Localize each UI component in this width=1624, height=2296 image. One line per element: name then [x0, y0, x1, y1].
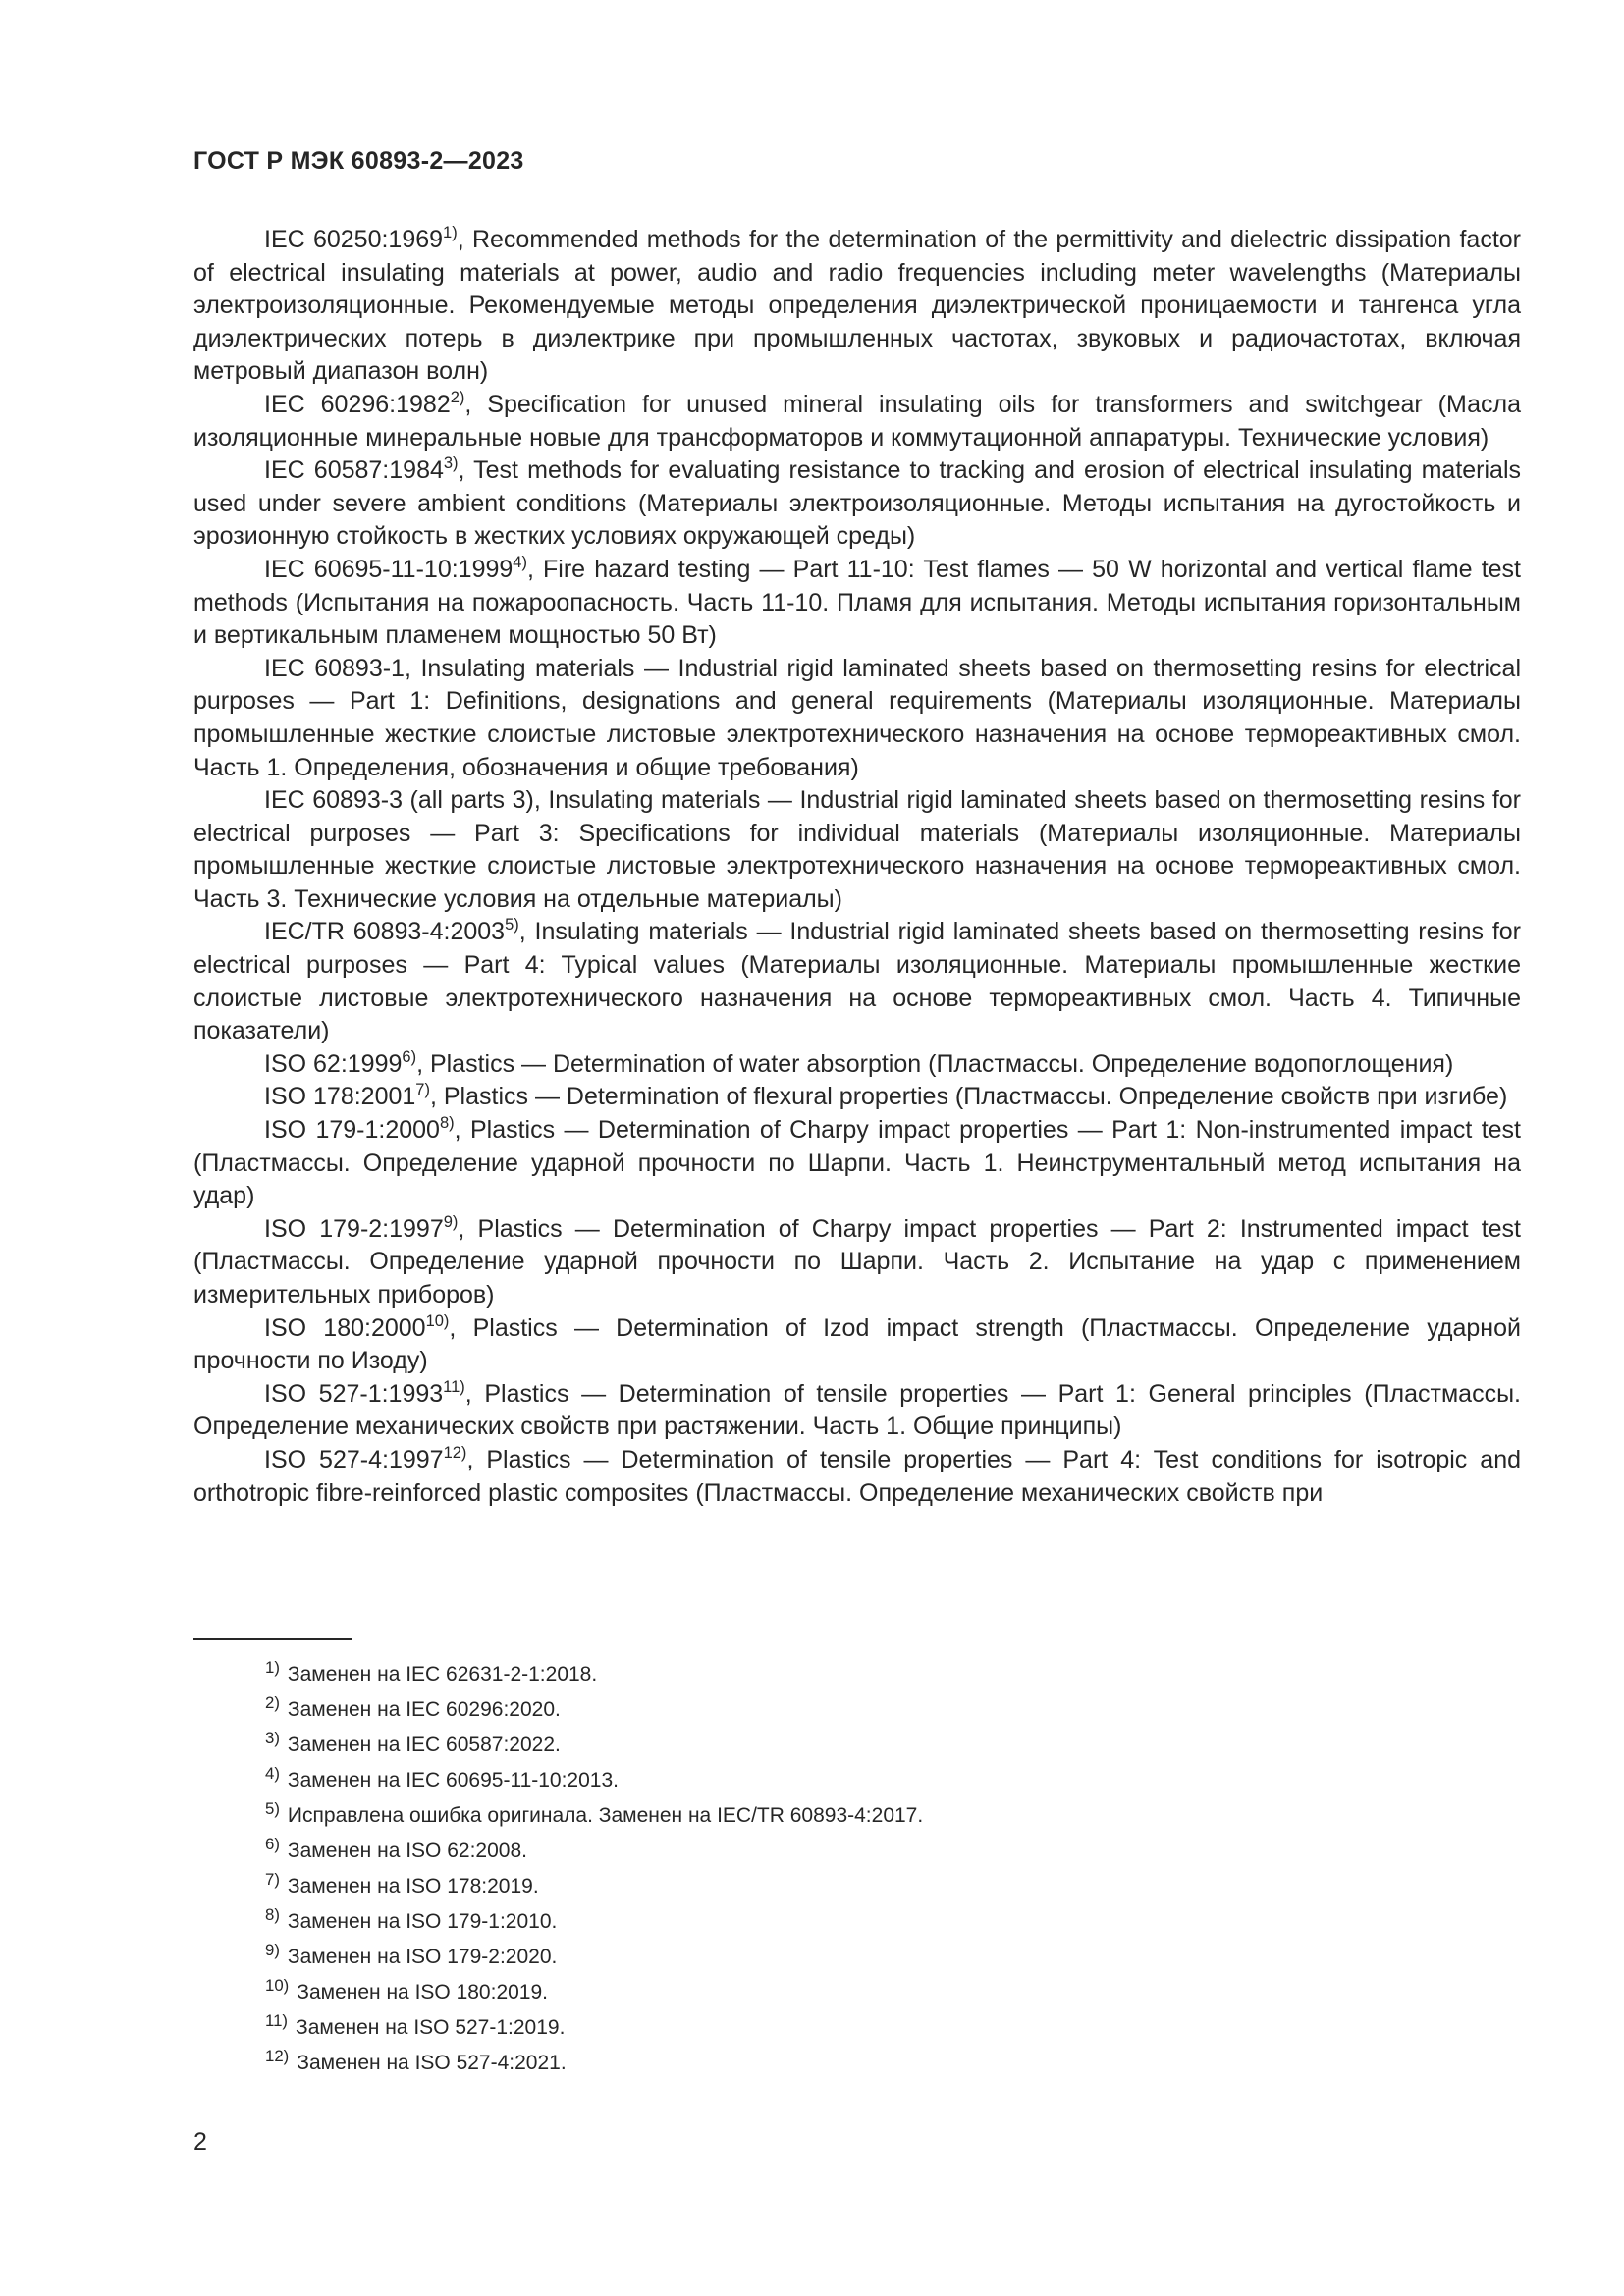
reference-text: , Plastics — Determination of Charpy impact properties — Part 2: Instrumented impact test (Пластмассы. Определение ударной прочности по Шарпи. Часть 2. Испытание на удар с применением измерительных приборов): [193, 1214, 1521, 1308]
footnote-marker: 10): [425, 1311, 450, 1330]
reference-text: , Plastics — Determination of tensile properties — Part 1: General principles (Пластмассы. Определение механических свойств при растяжении. Часть 1. Общие принципы): [193, 1379, 1521, 1441]
footnote-text: Заменен на IEC 60296:2020.: [287, 1698, 561, 1721]
footnote-marker: 12): [443, 1444, 467, 1463]
footnote: [265, 1763, 923, 1798]
footnote-number: 4): [265, 1764, 280, 1784]
footnote-text: Заменен на IEC 60695-11-10:2013.: [287, 1769, 619, 1791]
reference-code: IEC 60587:1984: [264, 456, 444, 485]
footnote-marker: 5): [505, 916, 519, 934]
reference-text: , Test methods for evaluating resistance to tracking and erosion of electrical insulating materials used under severe ambient conditions (Материалы электроизоляционные. Методы испытания на дугостойкость и эрозионную стойкость в жестких условиях окружающей среды): [193, 456, 1522, 551]
footnote-text: Заменен на ISO 179-1:2010.: [287, 1910, 558, 1933]
footnote-text: Заменен на ISO 179-2:2020.: [287, 1946, 558, 1968]
reference-item: [193, 1312, 1521, 1378]
reference-item: [193, 224, 1521, 389]
footnote: [265, 1869, 923, 1904]
footnote-marker: 3): [443, 454, 459, 473]
reference-code: ISO 527-4:1997: [264, 1445, 444, 1473]
footnote-number: 10): [265, 1976, 290, 1996]
reference-code: IEC 60695-11-10:1999: [264, 555, 514, 583]
footnote: [265, 1834, 923, 1869]
page-number: 2: [193, 2128, 207, 2156]
footnote-marker: 7): [415, 1081, 430, 1099]
reference-text: , Plastics — Determination of Izod impact strength (Пластмассы. Определение ударной прочности по Изоду): [193, 1313, 1521, 1375]
footnote-text: Исправлена ошибка оригинала. Заменен на IEC/TR 60893-4:2017.: [287, 1804, 924, 1827]
document-header: ГОСТ Р МЭК 60893-2—2023: [193, 147, 524, 175]
reference-code: ISO 178:2001: [264, 1083, 416, 1111]
footnote-number: 12): [265, 2047, 290, 2066]
reference-item: [193, 1378, 1521, 1444]
footnote: [265, 1692, 923, 1728]
footnote: [265, 1904, 923, 1940]
footnote: [265, 1940, 923, 1975]
footnote-number: 6): [265, 1835, 280, 1854]
footnote-text: Заменен на ISO 62:2008.: [287, 1840, 527, 1862]
footnote-marker: 1): [443, 224, 458, 242]
footnote-marker: 6): [402, 1047, 417, 1066]
footnote-marker: 11): [443, 1377, 465, 1396]
footnote: [265, 1728, 923, 1763]
reference-item: [193, 916, 1521, 1047]
reference-text: , Plastics — Determination of tensile properties — Part 4: Test conditions for isotropic and orthotropic fibre-reinforced plastic composites (Пластмассы. Определение механических свойств при: [193, 1445, 1522, 1507]
footnote-text: Заменен на ISO 527-4:2021.: [297, 2052, 567, 2074]
footnote-divider: [193, 1638, 352, 1640]
footnote-text: Заменен на IEC 62631-2-1:2018.: [287, 1663, 598, 1685]
reference-item: [193, 454, 1521, 554]
reference-item: [193, 554, 1521, 653]
reference-item: [193, 653, 1521, 784]
footnote-marker: 9): [443, 1212, 459, 1231]
references-list: [193, 224, 1521, 1510]
footnote: [265, 1657, 923, 1692]
reference-item: [193, 1444, 1521, 1510]
footnote-number: 1): [265, 1658, 280, 1678]
reference-text: , Fire hazard testing — Part 11-10: Test flames — 50 W horizontal and vertical flame test methods (Испытания на пожароопасность. Часть 11-10. Пламя для испытания. Методы испытания горизонтальным и вертикальным пламенем мощностью 50 Вт): [193, 555, 1521, 650]
reference-code: IEC 60893-3 (all parts 3): [264, 786, 534, 815]
reference-text: , Plastics — Determination of flexural properties (Пластмассы. Определение свойств при изгибе): [429, 1083, 1508, 1111]
footnote-number: 7): [265, 1870, 280, 1890]
footnote-number: 9): [265, 1941, 280, 1960]
footnote-marker: 2): [450, 389, 465, 407]
reference-text: , Insulating materials — Industrial rigid laminated sheets based on thermosetting resins for electrical purposes — Part 3: Specifications for individual materials (Материалы изоляционные. Материалы промышленные жесткие слоистые листовые электротехнического назначения на основе термореактивных смол. Часть 3. Технические условия на отдельные материалы): [193, 786, 1522, 913]
footnote-text: Заменен на ISO 178:2019.: [287, 1875, 539, 1897]
footnote: [265, 2046, 923, 2081]
reference-item: [193, 1081, 1521, 1114]
reference-text: , Plastics — Determination of water absorption (Пластмассы. Определение водопоглощения): [416, 1049, 1454, 1078]
footnote-marker: 4): [513, 554, 527, 572]
reference-code: ISO 527-1:1993: [264, 1379, 444, 1408]
reference-item: [193, 1213, 1521, 1312]
reference-code: ISO 179-2:1997: [264, 1214, 444, 1243]
footnote: [265, 1975, 923, 2010]
reference-text: , Plastics — Determination of Charpy impact properties — Part 1: Non-instrumented impact test (Пластмассы. Определение ударной прочности по Шарпи. Часть 1. Неинструментальный метод испытания на удар): [193, 1116, 1522, 1210]
reference-item: [193, 1048, 1521, 1082]
reference-text: , Insulating materials — Industrial rigid laminated sheets based on thermosetting resins for electrical purposes — Part 4: Typical values (Материалы изоляционные. Материалы промышленные жесткие слоистые листовые электротехнического назначения на основе термореактивных смол. Часть 4. Типичные показатели): [193, 918, 1521, 1045]
footnotes-list: [265, 1657, 923, 2081]
footnote-marker: 8): [439, 1114, 455, 1133]
reference-code: ISO 179-1:2000: [264, 1116, 440, 1145]
footnote-number: 5): [265, 1799, 280, 1819]
footnote-number: 8): [265, 1905, 280, 1925]
reference-item: [193, 1114, 1521, 1213]
footnote-text: Заменен на ISO 527-1:2019.: [296, 2016, 566, 2039]
reference-code: IEC 60250:1969: [264, 226, 444, 253]
footnote: [265, 1798, 923, 1834]
footnote-text: Заменен на IEC 60587:2022.: [287, 1734, 561, 1756]
reference-code: ISO 62:1999: [264, 1049, 403, 1078]
reference-code: IEC 60893-1: [264, 654, 405, 682]
reference-text: , Insulating materials — Industrial rigid laminated sheets based on thermosetting resins for electrical purposes — Part 1: Definitions, designations and general requirements (Материалы изоляционные. Материалы промышленные жесткие слоистые листовые электротехнического назначения на основе термореактивных смол. Часть 1. Определения, обозначения и общие требования): [193, 654, 1521, 781]
footnote: [265, 2010, 923, 2046]
footnote-number: 3): [265, 1729, 280, 1748]
footnote-number: 11): [265, 2011, 289, 2031]
reference-code: IEC 60296:1982: [264, 390, 451, 418]
footnote-number: 2): [265, 1693, 280, 1713]
reference-item: [193, 784, 1521, 916]
reference-text: , Specification for unused mineral insulating oils for transformers and switchgear (Масла изоляционные минеральные новые для трансформаторов и коммутационной аппаратуры. Технические условия): [193, 390, 1521, 452]
reference-item: [193, 389, 1521, 454]
reference-text: , Recommended methods for the determination of the permittivity and dielectric dissipation factor of electrical insulating materials at power, audio and radio frequencies including meter wavelengths (Материалы электроизоляционные. Рекомендуемые методы определения диэлектрической проницаемости и тангенса угла диэлектрических потерь в диэлектрике при промышленных частотах, звуковых и радиочастотах, включая метровый диапазон волн): [193, 226, 1522, 386]
reference-code: ISO 180:2000: [264, 1313, 426, 1342]
footnote-text: Заменен на ISO 180:2019.: [297, 1981, 548, 2003]
reference-code: IEC/TR 60893-4:2003: [264, 918, 506, 946]
